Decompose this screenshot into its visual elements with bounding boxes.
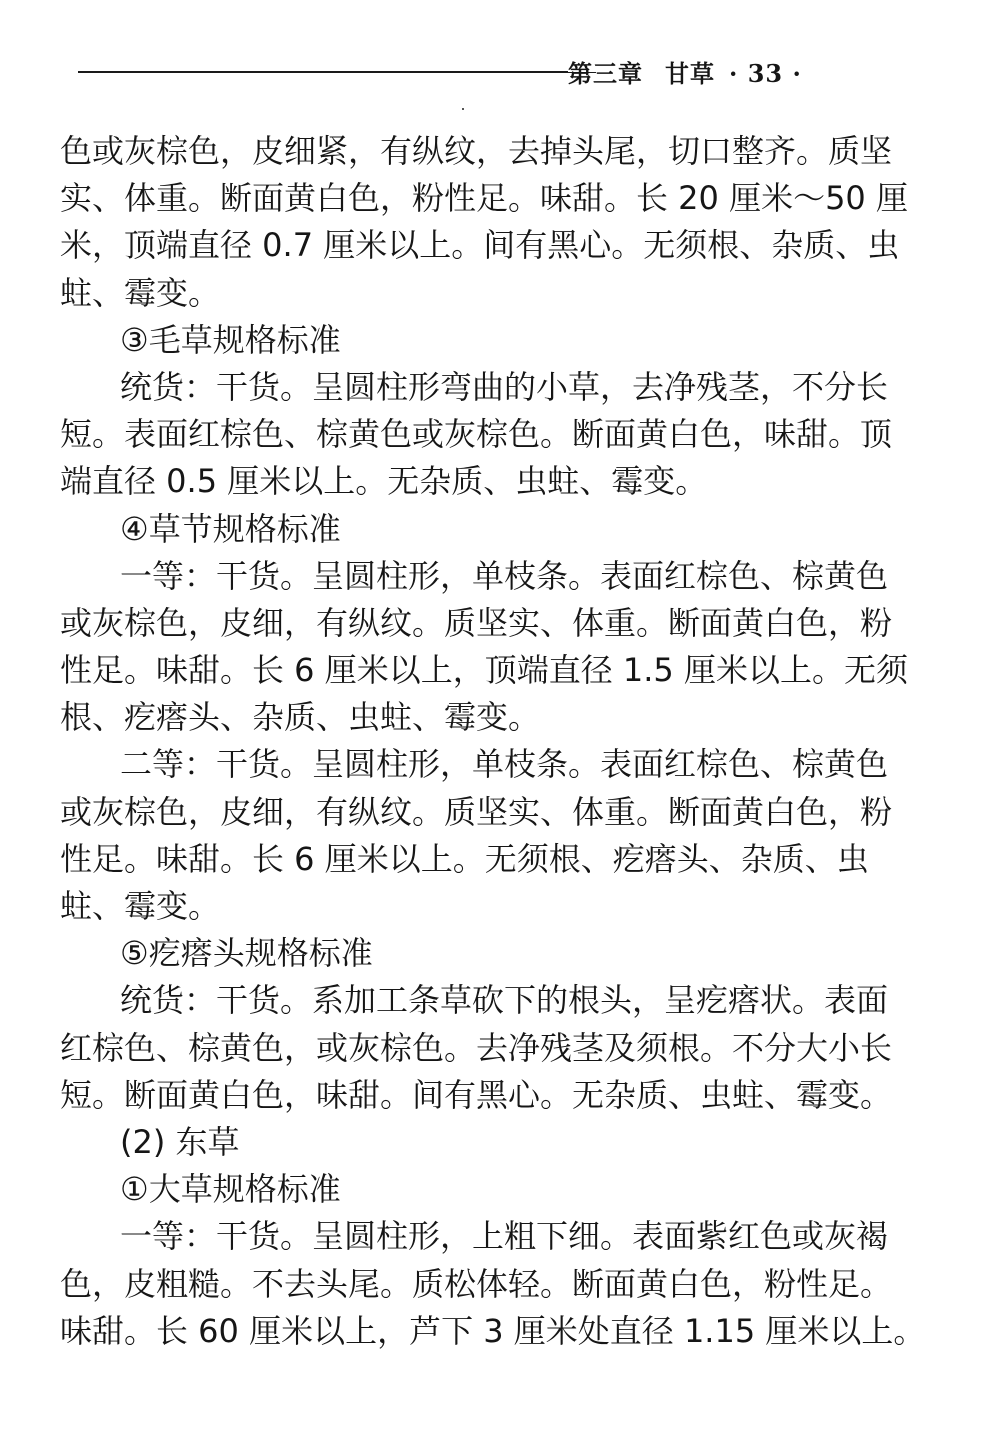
text-line: 蛀、霉变。 [60,273,221,312]
header-rule [78,71,568,73]
text-line: 蛀、霉变。 [60,887,221,925]
paragraph-start: 统货：干货。呈圆柱形弯曲的小草，去净残茎，不分长 [120,367,889,406]
running-header [78,54,858,88]
page-number: · 33 · [729,59,802,88]
text-line: 色，皮粗糙。不去头尾。质松体轻。断面黄白色，粉性足。 [60,1264,893,1303]
subsection-heading: (2) 东草 [120,1122,240,1161]
text-line: 短。断面黄白色，味甜。间有黑心。无杂质、虫蛀、霉变。 [60,1075,893,1114]
section-heading: ⑤疙瘩头规格标准 [120,934,373,973]
text-line: 端直径 0.5 厘米以上。无杂质、虫蛀、霉变。 [60,462,708,501]
text-line: 红棕色、棕黄色，或灰棕色。去净残茎及须根。不分大小长 [60,1028,893,1067]
text-line: 或灰棕色，皮细，有纵纹。质坚实、体重。断面黄白色，粉 [60,792,893,831]
text-line: 色或灰棕色，皮细紧，有纵纹，去掉头尾，切口整齐。质坚 [60,132,893,170]
section-heading: ①大草规格标准 [120,1170,341,1209]
scan-speck [462,108,464,110]
chapter-title: 甘草 [665,59,715,88]
chapter-heading [568,54,802,89]
paragraph-start: 二等：干货。呈圆柱形，单枝条。表面红棕色、棕黄色 [120,745,889,784]
text-line: 性足。味甜。长 6 厘米以上，顶端直径 1.5 厘米以上。无须 [60,651,908,690]
paragraph-start: 统货：干货。系加工条草砍下的根头，呈疙瘩状。表面 [120,981,889,1020]
section-heading: ④草节规格标准 [120,509,341,548]
page-body [60,128,926,1355]
text-line: 味甜。长 60 厘米以上，芦下 3 厘米处直径 1.15 厘米以上。 [60,1311,926,1350]
text-line: 实、体重。断面黄白色，粉性足。味甜。长 20 厘米～50 厘 [60,179,908,218]
text-line: 短。表面红棕色、棕黄色或灰棕色。断面黄白色，味甜。顶 [60,415,893,454]
paragraph-start: 一等：干货。呈圆柱形，单枝条。表面红棕色、棕黄色 [120,556,889,595]
section-heading: ③毛草规格标准 [120,320,341,359]
paragraph-start: 一等：干货。呈圆柱形，上粗下细。表面紫红色或灰褐 [120,1217,889,1256]
text-line: 性足。味甜。长 6 厘米以上。无须根、疙瘩头、杂质、虫 [60,839,869,878]
text-line: 根、疙瘩头、杂质、虫蛀、霉变。 [60,698,541,737]
chapter-label: 第三章 [568,59,643,88]
text-line: 米，顶端直径 0.7 厘米以上。间有黑心。无须根、杂质、虫 [60,226,900,265]
text-line: 或灰棕色，皮细，有纵纹。质坚实、体重。断面黄白色，粉 [60,603,893,642]
